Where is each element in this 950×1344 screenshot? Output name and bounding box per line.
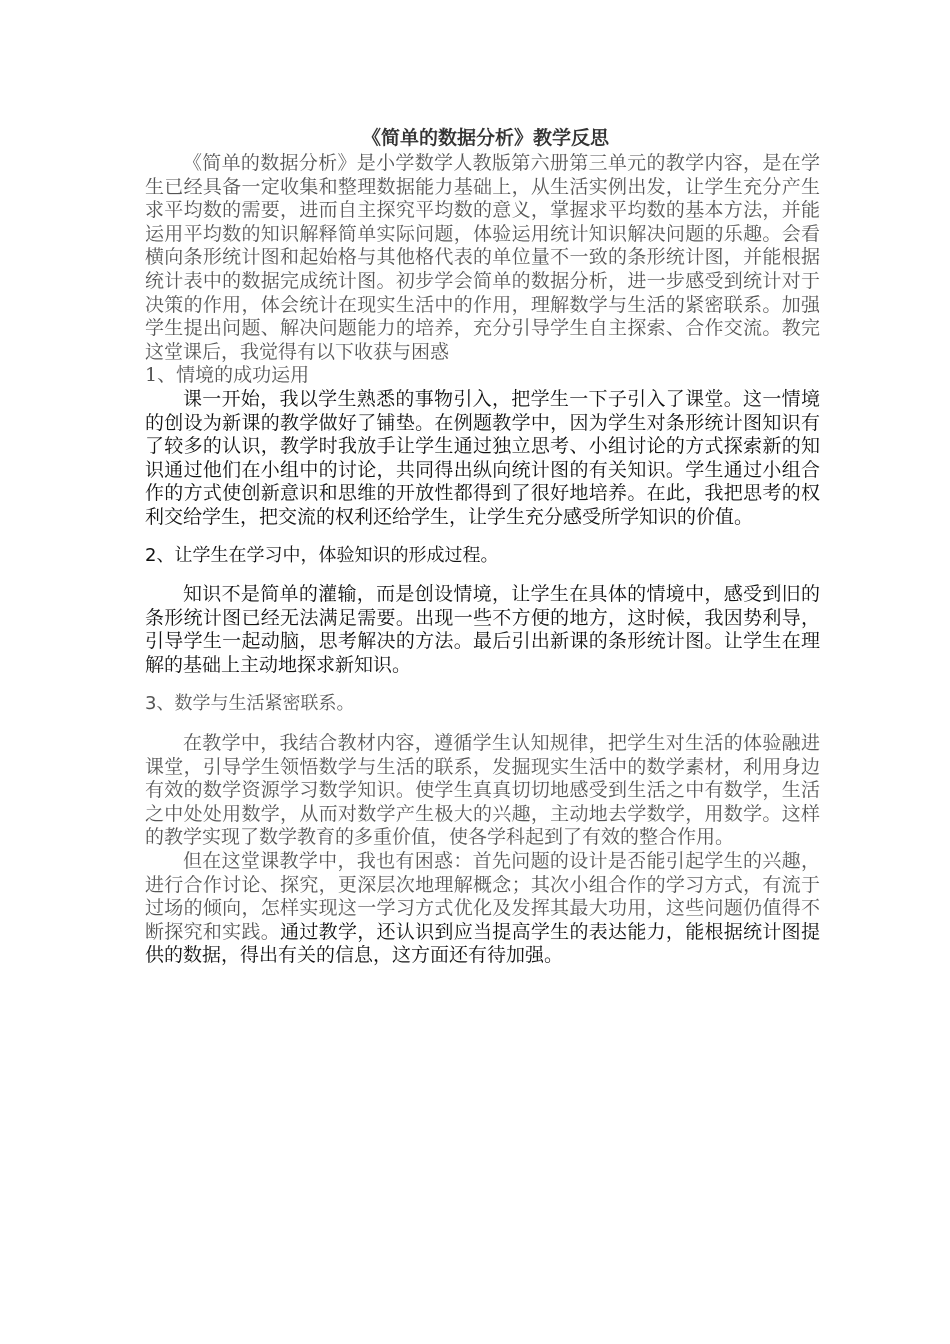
closing-paragraph-part1: 但在这堂课教学中，我也有困惑：首先问题的设计是否能引起学生的兴趣，进行合作讨论、探究，更深层次地理解概念；其次小组合作的学习方式，有流于过场的倾向，怎样实现这一学习方式优化及发挥其最大功用，这些问题仍值得不断探究和实践。 [145, 850, 820, 943]
section3-heading: 3、数学与生活紧密联系。 [145, 693, 355, 715]
closing-paragraph [145, 850, 820, 968]
closing-paragraph-part2: 通过教学，还认识到应当提高学生的表达能力，能根据统计图提供的数据，得出有关的信息，这方面还有待加强。 [145, 920, 820, 967]
section3-paragraph: 在教学中，我结合教材内容，遵循学生认知规律，把学生对生活的体验融进课堂，引导学生领悟数学与生活的联系，发掘现实生活中的数学素材，利用身边有效的数学资源学习数学知识。使学生真真切切地感受到生活之中有数学，生活之中处处用数学，从而对数学产生极大的兴趣，主动地去学数学，用数学。这样的教学实现了数学教育的多重价值，使各学科起到了有效的整合作用。 [145, 732, 820, 849]
section2-paragraph: 知识不是简单的灌输，而是创设情境，让学生在具体的情境中，感受到旧的条形统计图已经无法满足需要。出现一些不方便的地方，这时候，我因势利导，引导学生一起动脑，思考解决的方法。最后引出新课的条形统计图。让学生在理解的基础上主动地探求新知识。 [145, 583, 820, 676]
section2-heading: 2、让学生在学习中，体验知识的形成过程。 [145, 544, 499, 566]
section1-paragraph: 课一开始，我以学生熟悉的事物引入，把学生一下子引入了课堂。这一情境的创设为新课的教学做好了铺垫。在例题教学中，因为学生对条形统计图知识有了较多的认识，教学时我放手让学生通过独立思考、小组讨论的方式探索新的知识通过他们在小组中的讨论，共同得出纵向统计图的有关知识。学生通过小组合作的方式使创新意识和思维的开放性都得到了很好地培养。在此，我把思考的权利交给学生，把交流的权利还给学生，让学生充分感受所学知识的价值。 [145, 387, 820, 528]
document-page [145, 124, 820, 968]
section1-heading: 1、情境的成功运用 [145, 364, 310, 387]
intro-paragraph: 《简单的数据分析》是小学数学人教版第六册第三单元的教学内容，是在学生已经具备一定收集和整理数据能力基础上，从生活实例出发，让学生充分产生求平均数的需要，进而自主探究平均数的意义，掌握求平均数的基本方法，并能运用平均数的知识解释简单实际问题，体验运用统计知识解决问题的乐趣。会看横向条形统计图和起始格与其他格代表的单位量不一致的条形统计图，并能根据统计表中的数据完成统计图。初步学会简单的数据分析，进一步感受到统计对于决策的作用，体会统计在现实生活中的作用，理解数学与生活的紧密联系。加强学生提出问题、解决问题能力的培养，充分引导学生自主探索、合作交流。教完这堂课后，我觉得有以下收获与困惑 [145, 152, 820, 363]
document-title: 《简单的数据分析》教学反思 [361, 127, 609, 149]
